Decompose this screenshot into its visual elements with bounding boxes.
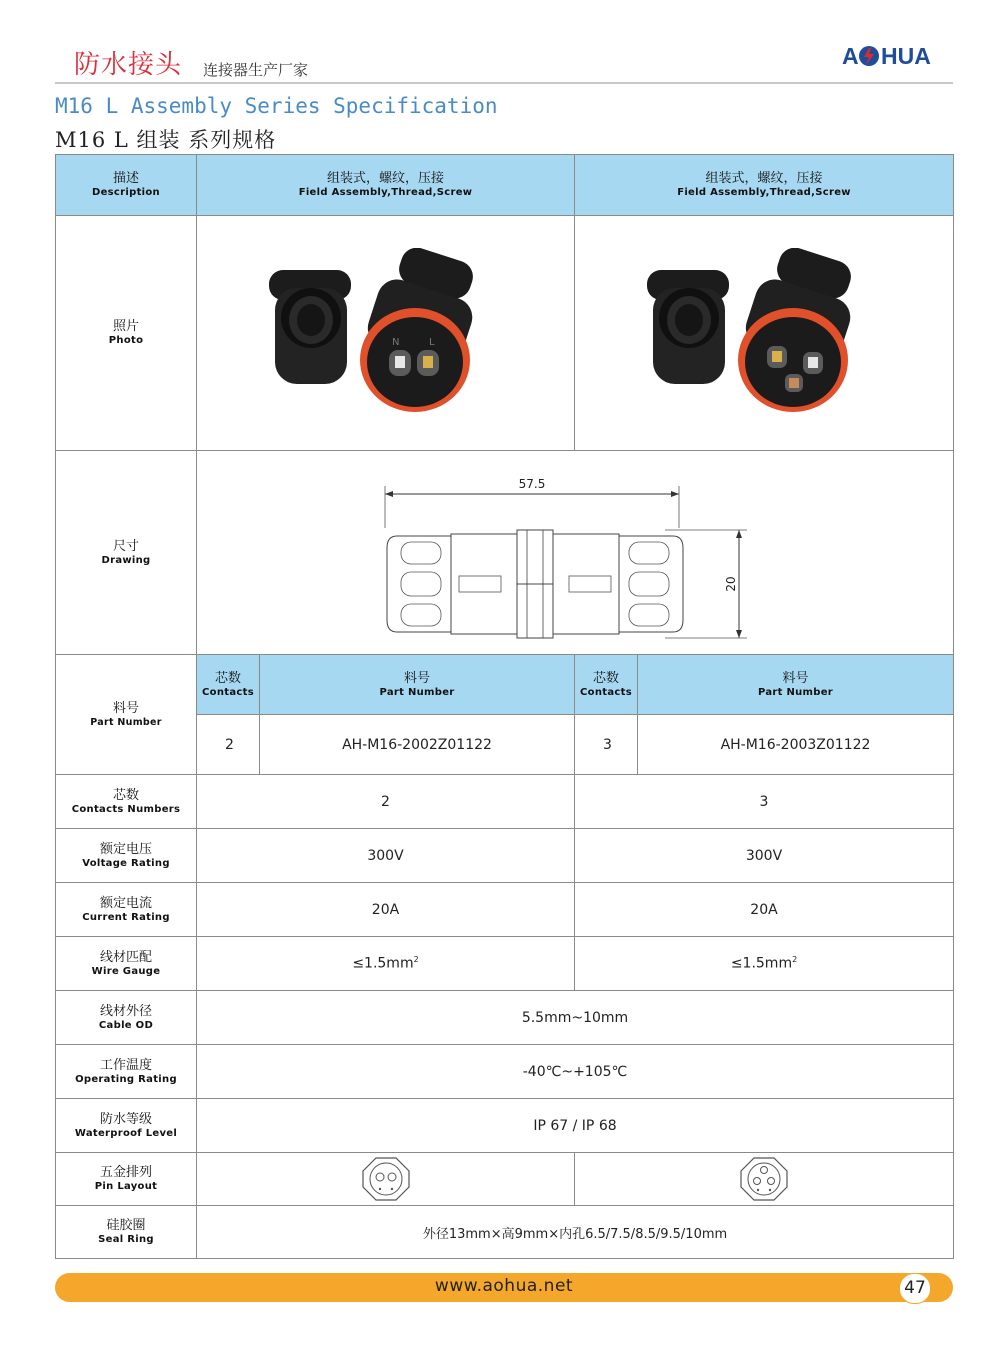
- photo-2pin: [197, 216, 575, 451]
- label-description: 描述 Description: [56, 155, 197, 216]
- pn-value-right: AH-M16-2003Z01122: [638, 715, 954, 775]
- footer-url[interactable]: www.aohua.net: [434, 1276, 574, 1296]
- row-current: [56, 883, 954, 937]
- page-number: 47: [899, 1273, 931, 1304]
- pn-contacts-left: 2: [197, 715, 260, 775]
- connector-photo-3pin: [639, 248, 889, 418]
- pin-layout-2pin: [197, 1153, 575, 1206]
- pin-layout-3pin: [575, 1153, 954, 1206]
- voltage-left: 300V: [197, 829, 575, 883]
- label-contacts-numbers: 芯数 Contacts Numbers: [56, 775, 197, 829]
- row-drawing: [56, 451, 954, 655]
- cable-od-value: 5.5mm~10mm: [197, 991, 954, 1045]
- seal-ring-value: 外径13mm×高9mm×内孔6.5/7.5/8.5/9.5/10mm: [197, 1206, 954, 1259]
- wire-gauge-right: $\le 1.5mm^2$: [575, 937, 954, 991]
- row-contacts-numbers: [56, 775, 954, 829]
- connector-photo-2pin: [261, 248, 511, 418]
- current-left: 20A: [197, 883, 575, 937]
- pin-layout-3pin-icon: [739, 1156, 789, 1202]
- pn-number-header-left: 料号 Part Number: [260, 655, 575, 715]
- spec-table: [55, 154, 954, 1259]
- label-wire-gauge: 线材匹配 Wire Gauge: [56, 937, 197, 991]
- label-drawing: 尺寸 Drawing: [56, 451, 197, 655]
- operating-value: -40℃~+105℃: [197, 1045, 954, 1099]
- row-part-number-header: [56, 655, 954, 715]
- header-divider: [55, 82, 953, 84]
- aohua-logo: [842, 39, 936, 71]
- pin-layout-2pin-icon: [361, 1156, 411, 1202]
- contacts-right: 3: [575, 775, 954, 829]
- section-title: 防水接头: [74, 50, 183, 80]
- label-cable-od: 线材外径 Cable OD: [56, 991, 197, 1045]
- row-cable-od: [56, 991, 954, 1045]
- row-description: [56, 155, 954, 216]
- row-voltage: [56, 829, 954, 883]
- page-title-cn: M16 L 组装 系列规格: [55, 128, 277, 152]
- svg-text:A: A: [842, 43, 859, 69]
- row-operating: [56, 1045, 954, 1099]
- desc-right: 组装式，螺纹，压接 Field Assembly,Thread,Screw: [575, 155, 954, 216]
- wire-gauge-left: $\le 1.5mm^2$: [197, 937, 575, 991]
- row-seal-ring: [56, 1206, 954, 1259]
- dimension-drawing: [197, 451, 954, 655]
- photo-3pin: [575, 216, 954, 451]
- row-photo: [56, 216, 954, 451]
- label-pin-layout: 五金排列 Pin Layout: [56, 1153, 197, 1206]
- label-seal-ring: 硅胶圈 Seal Ring: [56, 1206, 197, 1259]
- pn-contacts-header-left: 芯数 Contacts: [197, 655, 260, 715]
- label-current: 额定电流 Current Rating: [56, 883, 197, 937]
- label-waterproof: 防水等级 Waterproof Level: [56, 1099, 197, 1153]
- dim-length: 57.5: [518, 476, 546, 491]
- svg-text:L: L: [428, 337, 435, 348]
- label-part-number: 料号 Part Number: [56, 655, 197, 775]
- pn-value-left: AH-M16-2002Z01122: [260, 715, 575, 775]
- drawing-svg: [365, 458, 785, 648]
- page-title-en: M16 L Assembly Series Specification: [55, 94, 498, 118]
- svg-text:N: N: [391, 337, 399, 348]
- label-photo: 照片 Photo: [56, 216, 197, 451]
- svg-text:HUA: HUA: [881, 43, 931, 69]
- contacts-left: 2: [197, 775, 575, 829]
- row-pin-layout: [56, 1153, 954, 1206]
- desc-left: 组装式，螺纹，压接 Field Assembly,Thread,Screw: [197, 155, 575, 216]
- label-voltage: 额定电压 Voltage Rating: [56, 829, 197, 883]
- pn-number-header-right: 料号 Part Number: [638, 655, 954, 715]
- pn-contacts-header-right: 芯数 Contacts: [575, 655, 638, 715]
- row-waterproof: [56, 1099, 954, 1153]
- voltage-right: 300V: [575, 829, 954, 883]
- section-subtitle: 连接器生产厂家: [203, 61, 309, 79]
- pn-contacts-right: 3: [575, 715, 638, 775]
- waterproof-value: IP 67 / IP 68: [197, 1099, 954, 1153]
- dim-height: 20: [724, 575, 738, 592]
- row-wire-gauge: [56, 937, 954, 991]
- label-operating: 工作温度 Operating Rating: [56, 1045, 197, 1099]
- current-right: 20A: [575, 883, 954, 937]
